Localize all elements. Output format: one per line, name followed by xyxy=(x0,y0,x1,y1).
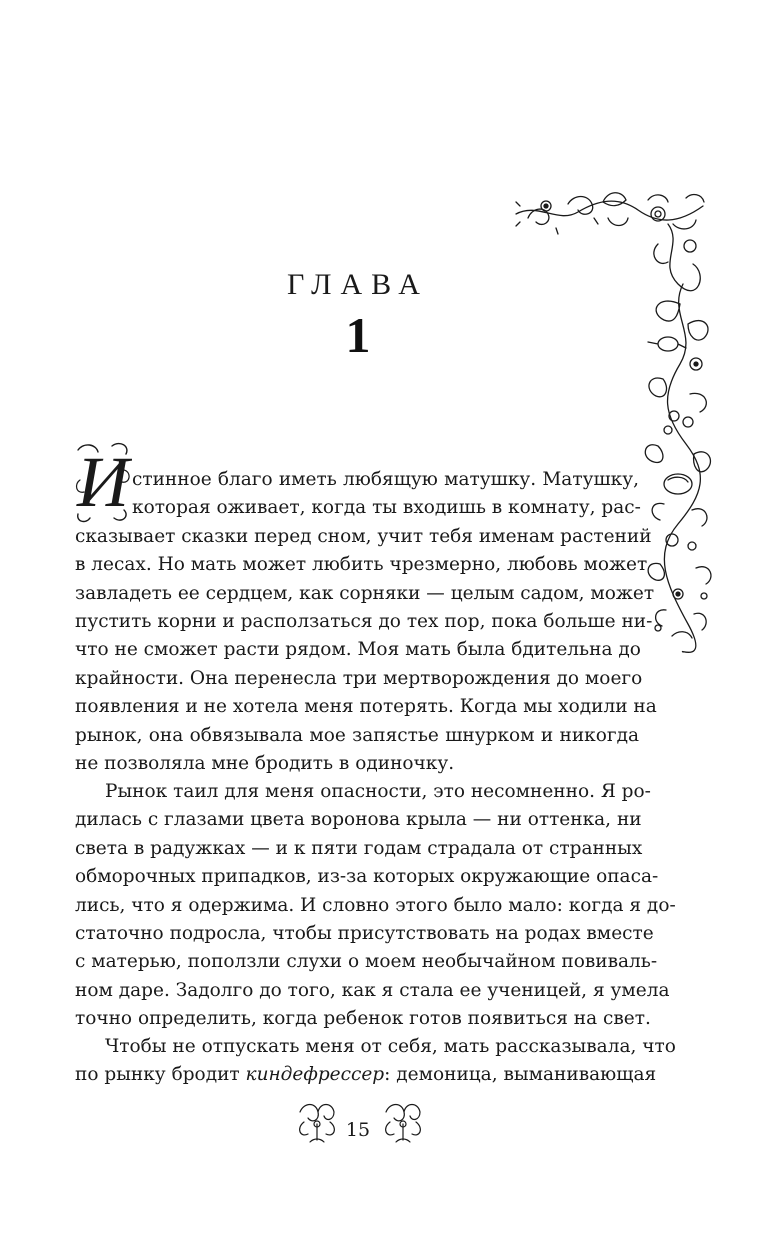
text-line: Чтобы не отпускать меня от себя, мать рассказывала, что xyxy=(105,1036,676,1057)
text-segment: : демоница, выманивающая xyxy=(384,1064,657,1086)
chapter-number: 1 xyxy=(345,307,371,363)
drop-cap-letter: И xyxy=(77,442,129,522)
text-line: в лесах. Но мать может любить чрезмерно, любовь может xyxy=(75,554,648,576)
text-line: которая оживает, когда ты входишь в комнату, рас- xyxy=(132,497,641,519)
text-line: Рынок таил для меня опасности, это несомненно. Я ро- xyxy=(105,781,651,802)
page-number: 15 xyxy=(345,1119,371,1141)
chapter-label: ГЛАВА xyxy=(287,268,429,301)
text-line: завладеть ее сердцем, как сорняки — целым садом, может xyxy=(75,582,655,604)
text-line: рынок, она обвязывала мое запястье шнурком и никогда xyxy=(75,724,639,746)
text-line: стинное благо иметь любящую матушку. Матушку, xyxy=(132,469,639,490)
text-line: статочно подросла, чтобы присутствовать на родах вместе xyxy=(75,922,654,944)
text-line xyxy=(75,1061,657,1089)
text-line: крайности. Она перенесла три мертворождения до моего xyxy=(75,667,643,689)
text-line: дилась с глазами цвета воронова крыла — ни оттенка, ни xyxy=(75,809,642,831)
text-line: с матерью, поползли слухи о моем необычайном повиваль- xyxy=(75,951,658,973)
text-line: света в радужках — и к пяти годам страдала от странных xyxy=(75,837,643,859)
text-line: ном даре. Задолго до того, как я стала ее ученицей, я умела xyxy=(75,979,670,1001)
text-segment: по рынку бродит xyxy=(75,1064,246,1086)
text-line: что не сможет расти рядом. Моя мать была бдительна до xyxy=(75,639,641,661)
text-line: появления и не хотела меня потерять. Когда мы ходили на xyxy=(75,696,657,718)
italic-term: киндефрессер xyxy=(245,1064,385,1086)
text-line: лись, что я одержима. И словно этого было мало: когда я до- xyxy=(75,894,676,916)
text-line: сказывает сказки перед сном, учит тебя именам растений xyxy=(75,525,652,547)
text-line: не позволяла мне бродить в одиночку. xyxy=(75,752,455,774)
paragraph-3 xyxy=(75,1033,676,1090)
paragraph-2 xyxy=(75,778,676,1034)
text-line: точно определить, когда ребенок готов появиться на свет. xyxy=(75,1008,651,1030)
text-line: обморочных припадков, из-за которых окружающие опаса- xyxy=(75,866,659,888)
text-line: пустить корни и расползаться до тех пор, пока больше ни- xyxy=(75,610,653,632)
paragraph-1 xyxy=(75,466,657,778)
